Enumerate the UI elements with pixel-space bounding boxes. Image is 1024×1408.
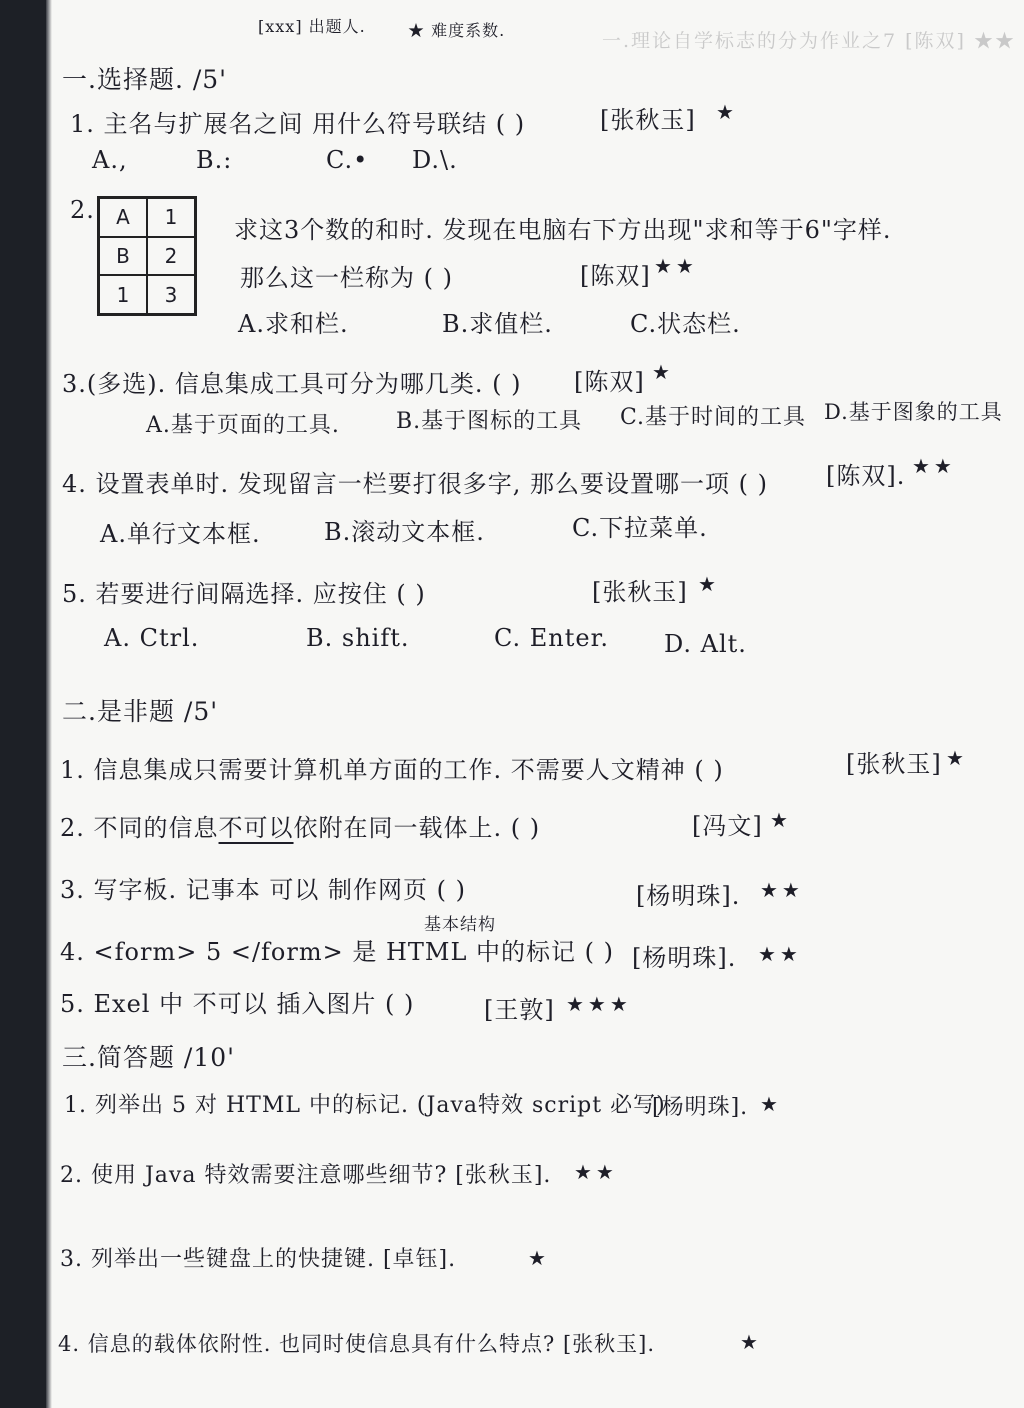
choice-1-question: 1. 主名与扩展名之间 用什么符号联结 ( ) (70, 110, 526, 138)
choice-1-option-c: C.• (326, 146, 369, 174)
choice-3-author: [陈双] (574, 368, 645, 396)
choice-1-option-b: B.: (196, 146, 233, 174)
choice-2-option-a: A.求和栏. (238, 310, 349, 338)
tf-4-author: [杨明珠]. (632, 944, 737, 972)
choice-5-option-c: C. Enter. (494, 624, 610, 652)
tf-5-author: [王敦] (484, 996, 555, 1024)
tf-2-question (60, 808, 540, 843)
choice-5-question: 5. 若要进行间隔选择. 应按住 ( ) (62, 580, 426, 608)
short-1-author: [杨明珠]. (652, 1095, 749, 1120)
tf-2-question-underlined: 不可以 (218, 814, 294, 842)
tf-3-stars: ★★ (760, 878, 804, 902)
table-cell: 1 (99, 275, 147, 314)
short-4-question: 4. 信息的载体依附性. 也同时使信息具有什么特点? [张秋玉]. (58, 1332, 656, 1356)
short-2-question: 2. 使用 Java 特效需要注意哪些细节? [张秋玉]. (60, 1163, 552, 1188)
tf-5-question: 5. Exel 中 不可以 插入图片 ( ) (60, 990, 415, 1018)
short-4-stars: ★ (740, 1330, 762, 1354)
scan-binding-strip (0, 0, 46, 1408)
choice-5-author: [张秋玉] (592, 578, 688, 606)
choice-3-option-c: C.基于时间的工具 (620, 405, 807, 430)
choice-2-author: [陈双] (580, 262, 651, 290)
tf-5-stars: ★★★ (566, 992, 632, 1016)
table-cell: B (99, 237, 147, 276)
choice-2-question-line1: 求这3个数的和时. 发现在电脑右下方出现"求和等于6"字样. (234, 216, 892, 244)
choice-3-option-d: D.基于图象的工具 (824, 400, 1003, 424)
table-cell: 2 (147, 237, 195, 276)
choice-2-number: 2. (70, 196, 95, 224)
tf-2-author: [冯文] (692, 812, 763, 840)
choice-4-author: [陈双]. (826, 462, 906, 490)
header-author: [xxx] 出题人. (258, 17, 366, 36)
choice-4-option-c: C.下拉菜单. (572, 514, 708, 542)
sum-table (97, 196, 197, 316)
tf-3-question: 3. 写字板. 记事本 可以 制作网页 ( ) (60, 876, 467, 904)
choice-1-stars: ★ (716, 100, 738, 124)
tf-4-question: 4. <form> 5 </form> 是 HTML 中的标记 ( ) (60, 938, 615, 966)
choice-1-option-a: A., (92, 146, 128, 174)
choice-2-question-line2: 那么这一栏称为 ( ) (240, 264, 453, 292)
tf-1-author: [张秋玉] (846, 750, 942, 778)
choice-3-question: 3.(多选). 信息集成工具可分为哪几类. ( ) (62, 370, 522, 398)
tf-1-question: 1. 信息集成只需要计算机单方面的工作. 不需要人文精神 ( ) (60, 756, 724, 784)
choice-2-stars: ★★ (654, 254, 698, 278)
table-cell: A (99, 198, 147, 237)
table-cell: 3 (147, 275, 195, 314)
choice-2-option-c: C.状态栏. (630, 310, 741, 338)
choice-3-stars: ★ (652, 360, 674, 384)
section-title-choice: 一.选择题. /5' (62, 65, 228, 94)
tf-1-stars: ★ (946, 746, 968, 770)
choice-2-option-b: B.求值栏. (442, 310, 553, 338)
scan-binding-shadow (46, 0, 52, 1408)
tf-4-stars: ★★ (758, 942, 802, 966)
choice-3-option-b: B.基于图标的工具 (396, 409, 583, 434)
tf-4-annotation: 基本结构 (424, 915, 496, 935)
choice-1-author: [张秋玉] (600, 106, 696, 134)
show-through-text: 一.理论自学标志的分为作业之7 [陈双] ★★ (601, 30, 1016, 52)
section-title-short: 三.简答题 /10' (62, 1043, 236, 1072)
choice-5-stars: ★ (698, 572, 720, 596)
choice-5-option-a: A. Ctrl. (104, 624, 200, 652)
short-2-stars: ★★ (574, 1160, 618, 1184)
choice-4-stars: ★★ (912, 454, 956, 478)
tf-2-question-pre: 2. 不同的信息 (60, 814, 219, 842)
tf-3-author: [杨明珠]. (636, 882, 741, 910)
table-cell: 1 (147, 198, 195, 237)
section-title-truefalse: 二.是非题 /5' (62, 697, 219, 726)
choice-5-option-d: D. Alt. (664, 630, 747, 658)
choice-3-option-a: A.基于页面的工具. (146, 413, 340, 438)
short-1-question: 1. 列举出 5 对 HTML 中的标记. (Java特效 script 必写) (64, 1093, 666, 1118)
choice-4-question: 4. 设置表单时. 发现留言一栏要打很多字, 那么要设置哪一项 ( ) (62, 470, 769, 498)
choice-4-option-a: A.单行文本框. (100, 520, 261, 548)
short-1-stars: ★ (760, 1092, 782, 1116)
choice-4-option-b: B.滚动文本框. (324, 518, 485, 546)
tf-2-question-post: 依附在同一载体上. ( ) (293, 814, 541, 842)
choice-1-option-d: D.\. (412, 146, 458, 174)
short-3-stars: ★ (528, 1246, 550, 1270)
tf-2-stars: ★ (770, 808, 792, 832)
short-3-question: 3. 列举出一些键盘上的快捷键. [卓钰]. (60, 1247, 457, 1272)
choice-5-option-b: B. shift. (306, 624, 410, 652)
header-difficulty: ★ 难度系数. (408, 21, 506, 40)
